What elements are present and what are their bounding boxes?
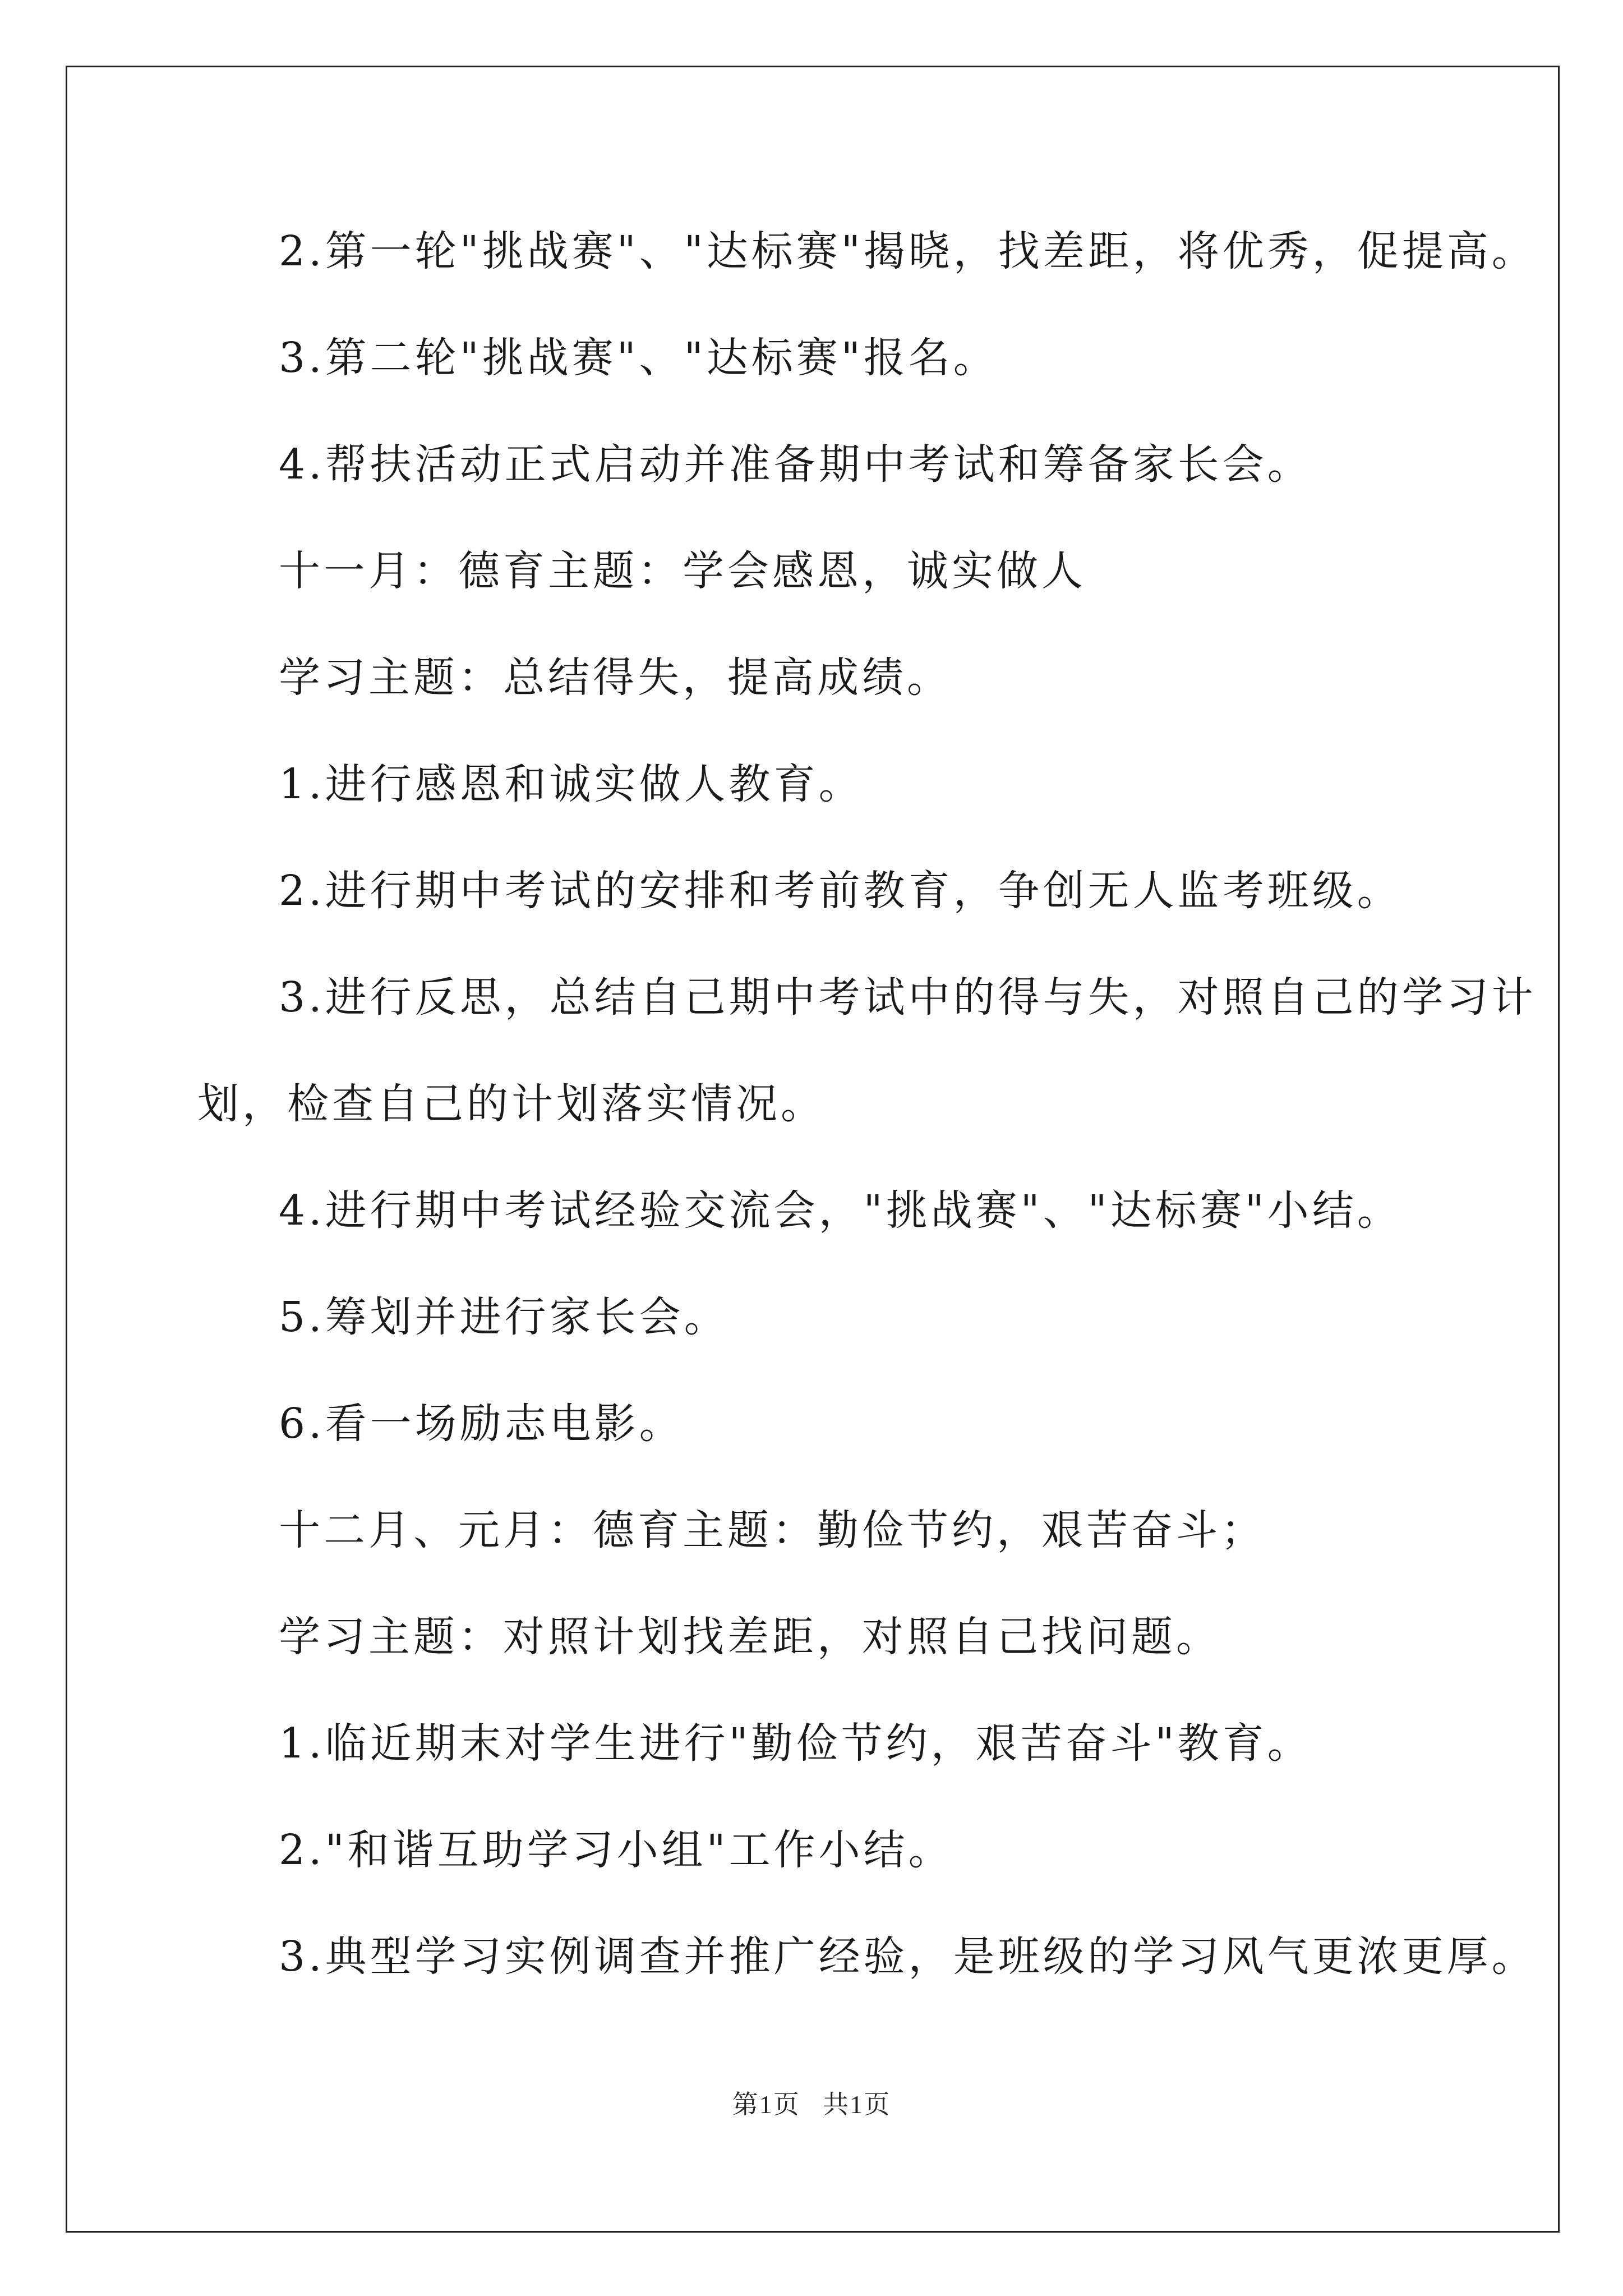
paragraph-line: 2.进行期中考试的安排和考前教育，争创无人监考班级。 <box>279 867 1402 915</box>
page-number: 第1页 共1页 <box>732 2090 891 2119</box>
paragraph-line: 3.第二轮"挑战赛"、"达标赛"报名。 <box>279 334 998 382</box>
page-border <box>66 66 1560 2233</box>
paragraph-line: 4.进行期中考试经验交流会，"挑战赛"、"达标赛"小结。 <box>279 1186 1402 1235</box>
paragraph-line: 学习主题：总结得失，提高成绩。 <box>279 654 952 702</box>
paragraph-line: 十一月：德育主题：学会感恩，诚实做人 <box>279 547 1086 595</box>
paragraph-line: 1.临近期末对学生进行"勤俭节约，艰苦奋斗"教育。 <box>279 1719 1312 1768</box>
paragraph-line: 4.帮扶活动正式启动并准备期中考试和筹备家长会。 <box>279 440 1312 489</box>
paragraph-line: 1.进行感恩和诚实做人教育。 <box>279 760 864 808</box>
paragraph-line: 十二月、元月：德育主题：勤俭节约，艰苦奋斗； <box>279 1506 1266 1554</box>
paragraph-line: 划，检查自己的计划落实情况。 <box>197 1080 826 1128</box>
page-footer <box>0 2088 1623 2122</box>
paragraph-line: 6.看一场励志电影。 <box>279 1400 684 1448</box>
paragraph-line: 2.第一轮"挑战赛"、"达标赛"揭晓，找差距，将优秀，促提高。 <box>279 227 1537 275</box>
paragraph-line: 学习主题：对照计划找差距，对照自己找问题。 <box>279 1613 1221 1661</box>
paragraph-line: 3.进行反思，总结自己期中考试中的得与失，对照自己的学习计 <box>279 973 1537 1022</box>
paragraph-line: 5.筹划并进行家长会。 <box>279 1293 729 1341</box>
paragraph-line: 2."和谐互助学习小组"工作小结。 <box>279 1826 953 1874</box>
paragraph-line: 3.典型学习实例调查并推广经验，是班级的学习风气更浓更厚。 <box>279 1932 1537 1981</box>
